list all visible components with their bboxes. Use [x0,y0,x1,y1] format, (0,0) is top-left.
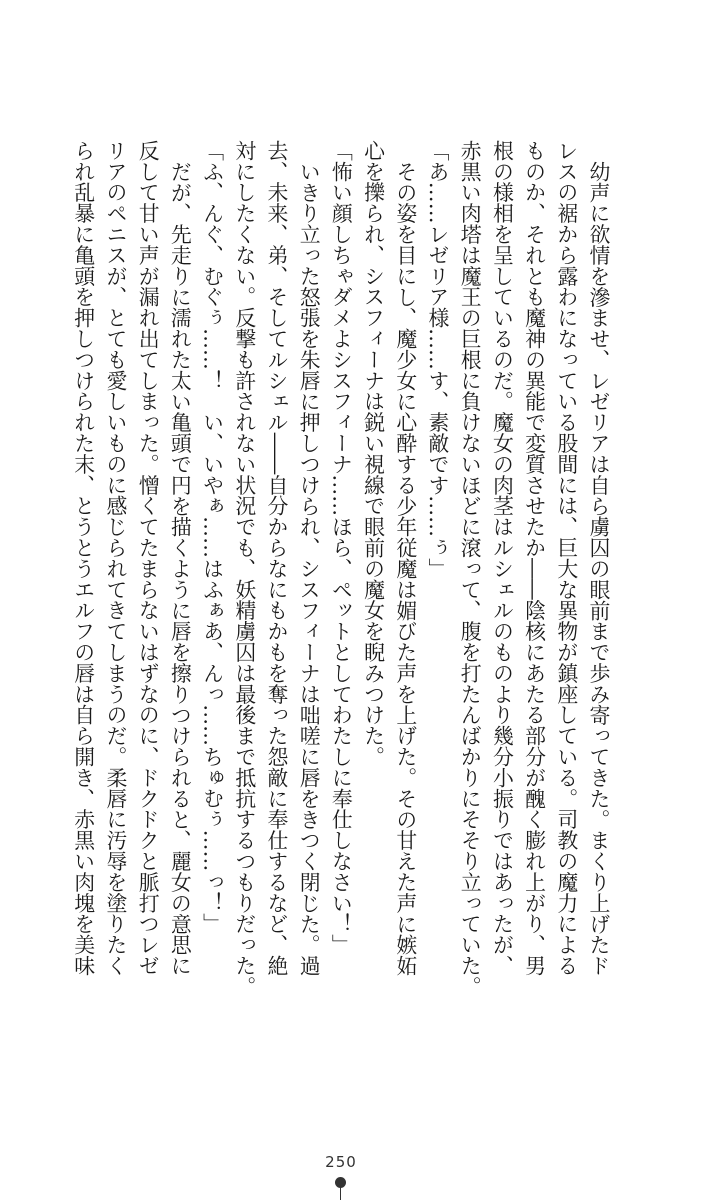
text-line: 赤黒い肉塔は魔王の巨根に負けないほどに滾って、腹を打たんばかりにそそり立っていた。 [457,140,482,997]
page-number: 250 [325,1153,357,1171]
text-line: レスの裾から露わになっている股間には、巨大な異物が鎮座している。司教の魔力による [553,140,578,976]
text-line: 去、未来、弟、そしてルシェル――自分からなにもかもを奪った怨敵に奉仕するなど、絶 [263,140,288,976]
vertical-text-body [66,140,614,997]
text-line: 根の様相を呈しているのだ。魔女の肉茎はルシェルのものより幾分小振りではあったが、 [489,140,514,976]
text-line: 幼声に欲情を滲ませ、レゼリアは自ら虜囚の眼前まで歩み寄ってきた。まくり上げたド [586,160,610,976]
text-line: だが、先走りに濡れた太い亀頭で円を描くように唇を擦りつけられると、麗女の意思に [167,160,192,976]
page-marker-line [340,1186,341,1200]
text-line: 「ふ、んぐ、むぐぅ……！ い、いやぁ……はふぁあ、んっ……ちゅむぅ……っ！」 [199,140,224,935]
text-line: 「怖い顔しちゃダメよシスフィーナ……ほら、ペットとしてわたしに奉仕しなさい！」 [328,140,353,956]
text-line: リアのペニスが、とても愛しいものに感じられてきてしまうのだ。柔唇に汚辱を塗りたく [102,140,127,976]
text-line: いきり立った怒張を朱唇に押しつけられ、シスフィーナは咄嗟に唇をきつく閉じた。過 [296,160,321,976]
text-line: 対にしたくない。反撃も許されない状況でも、妖精虜囚は最後まで抵抗するつもりだった。 [231,140,256,997]
text-line: その姿を目にし、魔少女に心酔する少年従魔は媚びた声を上げた。その甘えた声に嫉妬 [392,160,417,976]
text-line: 「あ……レゼリア様……す、素敵です……ぅ」 [424,140,449,579]
text-line: 心を擽られ、シスフィーナは鋭い視線で眼前の魔女を睨みつけた。 [360,140,385,767]
text-line: られ乱暴に亀頭を押しつけられた末、とうとうエルフの唇は自ら開き、赤黒い肉塊を美味 [70,140,95,976]
text-line: 反して甘い声が漏れ出てしまった。憎くてたまらないはずなのに、ドクドクと脈打つレゼ [135,140,160,976]
text-line: ものか、それとも魔神の異能で変質させたか――陰核にあたる部分が醜く膨れ上がり、男 [521,140,546,976]
